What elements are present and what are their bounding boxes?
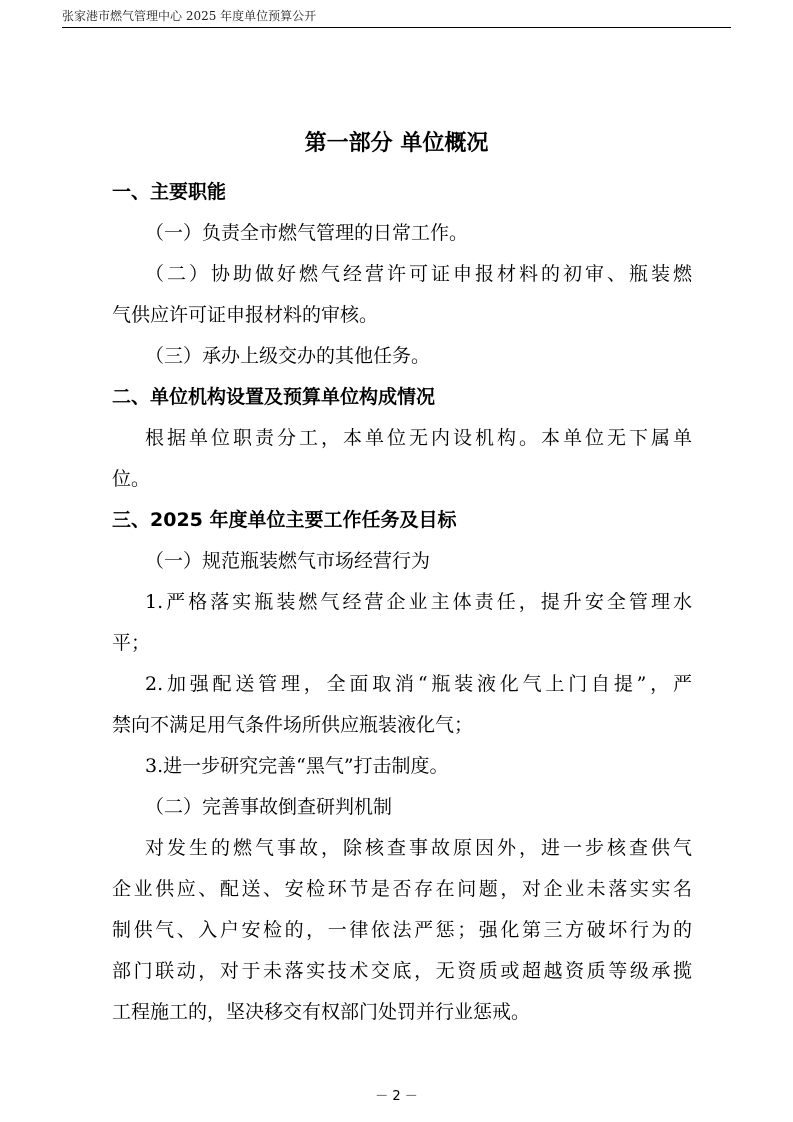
page-header: 张家港市燃气管理中心 2025 年度单位预算公开 (62, 9, 317, 23)
paragraph-line: 制供气、入户安检的，一律依法严惩；强化第三方破坏行为的 (112, 919, 692, 941)
paragraph-line: （一）负责全市燃气管理的日常工作。 (145, 222, 469, 244)
paragraph-line: 位。 (112, 468, 151, 490)
paragraph-line: （二）完善事故倒查研判机制 (145, 796, 393, 818)
paragraph-line: 2.加强配送管理，全面取消“瓶装液化气上门自提”，严 (145, 673, 692, 695)
paragraph-line: 部门联动，对于未落实技术交底，无资质或超越资质等级承揽 (112, 960, 692, 982)
paragraph-line: （一）规范瓶装燃气市场经营行为 (145, 550, 431, 572)
header-divider (62, 27, 731, 28)
section-heading-1: 一、主要职能 (112, 181, 227, 203)
paragraph-line: （三）承办上级交办的其他任务。 (145, 345, 431, 367)
section-heading-3: 三、2025 年度单位主要工作任务及目标 (112, 509, 457, 531)
paragraph-line: （二）协助做好燃气经营许可证申报材料的初审、瓶装燃 (145, 263, 692, 285)
paragraph-line: 根据单位职责分工，本单位无内设机构。本单位无下属单 (145, 427, 692, 449)
document-body (112, 172, 692, 1033)
page-number: － 2 － (375, 1089, 418, 1104)
paragraph-line: 平； (112, 632, 151, 654)
section-heading-2: 二、单位机构设置及预算单位构成情况 (112, 386, 436, 408)
paragraph-line: 对发生的燃气事故，除核查事故原因外，进一步核查供气 (145, 837, 692, 859)
paragraph-line: 企业供应、配送、安检环节是否存在问题，对企业未落实实名 (112, 878, 692, 900)
paragraph-line: 1.严格落实瓶装燃气经营企业主体责任，提升安全管理水 (145, 591, 692, 613)
paragraph-line: 工程施工的，坚决移交有权部门处罚并行业惩戒。 (112, 1001, 531, 1023)
paragraph-line: 气供应许可证申报材料的审核。 (112, 304, 379, 326)
paragraph-line: 3.进一步研究完善“黑气”打击制度。 (145, 755, 449, 777)
paragraph-line: 禁向不满足用气条件场所供应瓶装液化气； (112, 714, 474, 736)
page-title: 第一部分 单位概况 (304, 131, 489, 156)
